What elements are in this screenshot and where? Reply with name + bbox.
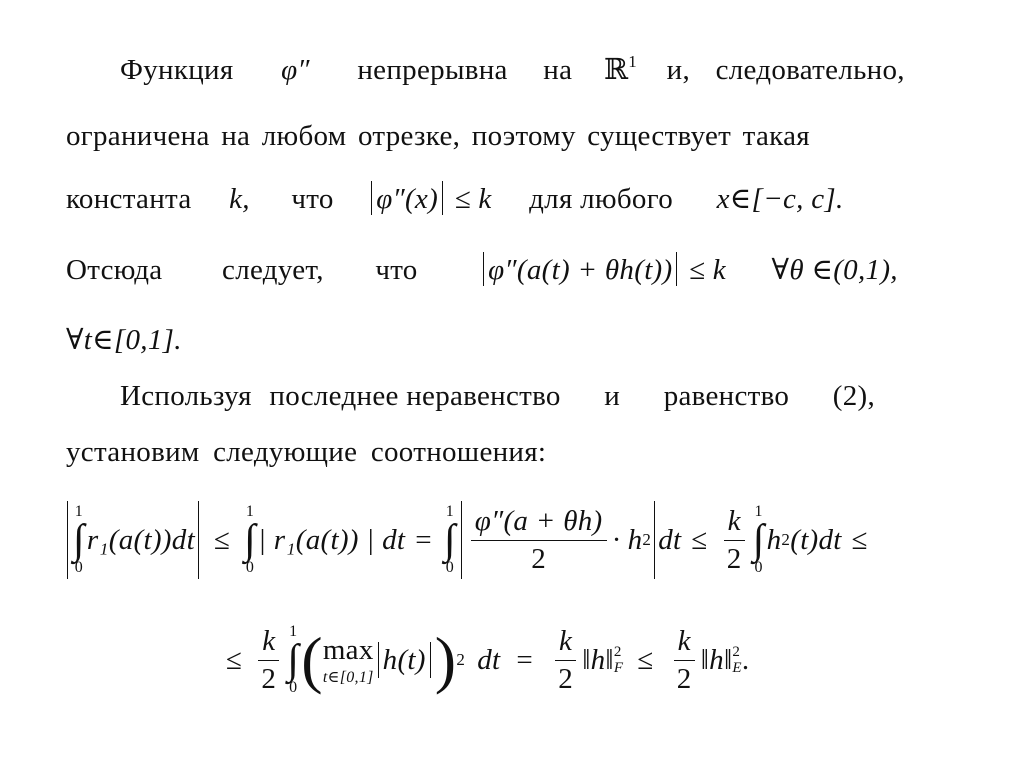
- quantifier: ∀θ ∈(0,1),: [771, 254, 898, 286]
- bound: ≤ k: [454, 183, 492, 215]
- integral: [244, 504, 256, 576]
- abs-bar: [442, 181, 443, 215]
- left-paren: (: [301, 624, 323, 695]
- lower-limit: 0: [754, 559, 763, 576]
- lower-limit: 0: [74, 559, 84, 576]
- para1-line2: [66, 120, 810, 153]
- interval: x∈[−c, c].: [716, 183, 844, 215]
- word: и,: [666, 54, 690, 86]
- integral: [73, 504, 85, 576]
- integral: [287, 624, 299, 696]
- numerator: φ″(a + θh): [474, 504, 603, 537]
- upper-limit: 1: [245, 503, 255, 520]
- eq-sign: =: [415, 523, 432, 556]
- integral: [753, 504, 765, 576]
- function-h: h(t): [382, 643, 426, 676]
- word: для любого: [529, 183, 674, 215]
- superscript: 2: [781, 530, 791, 549]
- para1-line3: [66, 181, 844, 216]
- denominator: 2: [676, 662, 692, 695]
- integral: [444, 504, 456, 576]
- fraction: [471, 505, 607, 576]
- le-sign: ≤: [213, 523, 231, 556]
- norm: ‖h‖: [700, 643, 733, 676]
- superscript: 2: [456, 650, 466, 669]
- denominator: 2: [531, 542, 547, 575]
- norm-indices: [614, 644, 623, 676]
- formula-line2: [226, 614, 749, 706]
- bound: ≤ k: [689, 254, 726, 286]
- word: на: [543, 54, 573, 86]
- word: и: [604, 380, 621, 412]
- le-sign: ≤: [851, 523, 868, 556]
- period: .: [741, 643, 750, 676]
- factor: · h: [612, 523, 643, 556]
- word: следовательно,: [715, 54, 905, 86]
- numerator: k: [262, 624, 276, 657]
- abs-bar: [461, 501, 462, 579]
- abs-expression: φ″(a(t) + θh(t)): [488, 254, 673, 286]
- superscript: 1: [628, 52, 638, 71]
- eq-sign: =: [516, 643, 534, 676]
- abs-bar: [430, 642, 431, 678]
- le-sign: ≤: [226, 643, 243, 676]
- integrand: | r₁(a(t)) | dt: [257, 523, 406, 556]
- max-label: max: [322, 633, 374, 666]
- right-paren: ): [434, 624, 457, 695]
- phi-second-derivative: φ″: [281, 54, 310, 86]
- fraction: [724, 505, 745, 576]
- quantifier: ∀t∈[0,1].: [66, 324, 182, 356]
- abs-bar: [676, 252, 677, 286]
- differential: dt: [477, 643, 501, 676]
- denominator: 2: [558, 662, 573, 695]
- integral-sign: ∫: [752, 517, 765, 563]
- abs-bar: [198, 501, 199, 579]
- integrand: r₁(a(t))dt: [86, 523, 195, 556]
- integral-sign: ∫: [244, 517, 256, 563]
- para1-line5: [66, 322, 182, 357]
- word: что: [375, 254, 418, 286]
- abs-bar: [483, 252, 484, 286]
- superscript: 2: [642, 530, 652, 549]
- differential: dt: [658, 523, 682, 556]
- formula-line1: [64, 494, 868, 586]
- le-sign: ≤: [637, 643, 654, 676]
- real-line-symbol: ℝ: [603, 54, 629, 86]
- word: последнее неравенство: [269, 380, 561, 412]
- le-sign: ≤: [691, 523, 708, 556]
- fraction: [555, 625, 576, 696]
- word: Используя: [120, 380, 252, 412]
- denominator: 2: [261, 662, 277, 695]
- reference: (2),: [832, 380, 876, 412]
- integral-sign: ∫: [287, 637, 300, 683]
- word: константа: [66, 183, 192, 215]
- numerator: k: [677, 624, 691, 657]
- var-k: k,: [229, 183, 250, 215]
- abs-bar: [67, 501, 68, 579]
- para1-line1: [120, 52, 905, 87]
- subscript: E: [732, 660, 742, 676]
- upper-limit: 1: [74, 503, 84, 520]
- integrand: h: [766, 523, 782, 556]
- superscript: 2: [613, 644, 622, 660]
- superscript: 2: [732, 644, 741, 660]
- numerator: k: [727, 504, 741, 537]
- lower-limit: 0: [245, 559, 255, 576]
- para1-line4: [66, 252, 898, 287]
- lower-limit: 0: [445, 559, 454, 576]
- para2-line2: [66, 436, 546, 469]
- integral-sign: ∫: [73, 517, 85, 563]
- word: непрерывна: [357, 54, 508, 86]
- abs-bar: [654, 501, 655, 579]
- text-line: ограничена на любом отрезке, поэтому существует такая: [66, 120, 810, 152]
- norm-indices: [732, 644, 741, 676]
- numerator: k: [559, 624, 573, 657]
- word: равенство: [663, 380, 790, 412]
- upper-limit: 1: [445, 503, 454, 520]
- abs-bar: [378, 642, 379, 678]
- abs-bar: [371, 181, 372, 215]
- word: что: [291, 183, 334, 215]
- fraction: [674, 625, 695, 696]
- integrand-rest: (t)dt: [790, 523, 842, 556]
- word: Отсюда: [66, 254, 163, 286]
- word: Функция: [120, 54, 234, 86]
- subscript: F: [613, 660, 624, 676]
- word: следует,: [222, 254, 324, 286]
- norm: ‖h‖: [582, 643, 614, 676]
- upper-limit: 1: [754, 503, 763, 520]
- max-operator: [323, 634, 374, 687]
- max-subscript: t∈[0,1]: [322, 668, 374, 686]
- lower-limit: 0: [289, 679, 298, 696]
- fraction: [258, 625, 279, 696]
- para2-line1: [120, 380, 875, 413]
- upper-limit: 1: [289, 623, 298, 640]
- text-line: установим следующие соотношения:: [66, 436, 547, 468]
- denominator: 2: [726, 542, 742, 575]
- integral-sign: ∫: [443, 517, 456, 563]
- abs-expression: φ″(x): [376, 183, 439, 215]
